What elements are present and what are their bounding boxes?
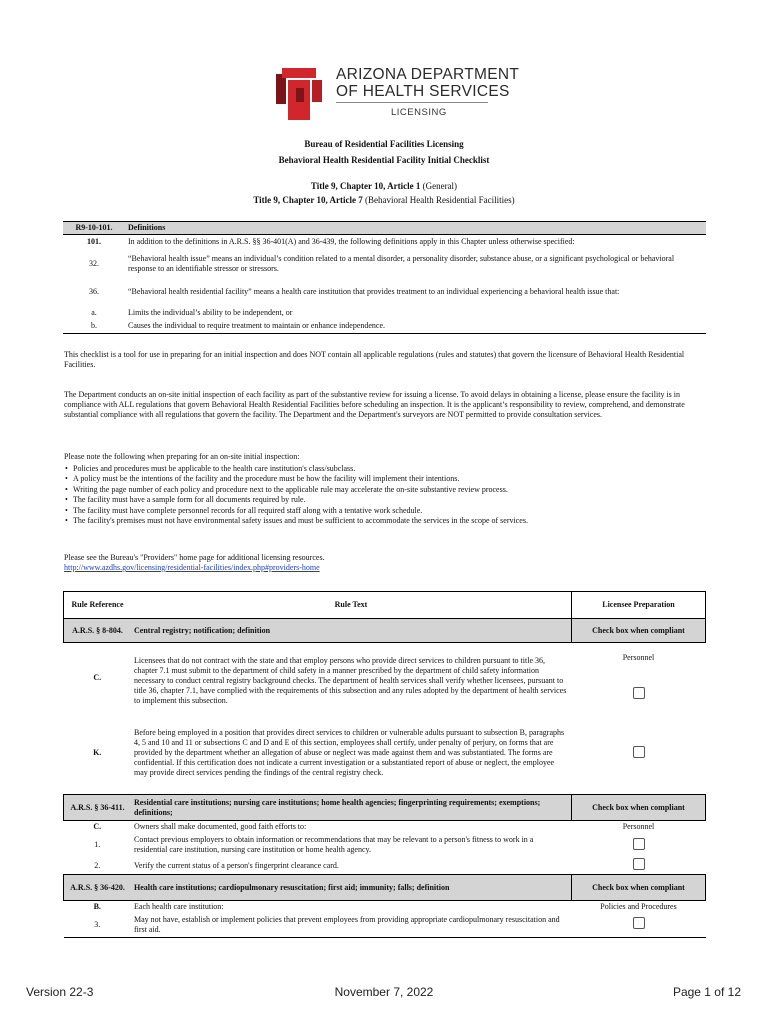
section-header-36-411 <box>64 795 706 821</box>
definition-row <box>63 320 706 334</box>
definition-number: b. <box>63 320 125 334</box>
section-header-8-804 <box>64 619 706 643</box>
logo-subtitle: LICENSING <box>391 107 447 118</box>
intro-paragraph-1: This checklist is a tool for use in preparing for an initial inspection and does NOT contain all applicable regulations (rules and statutes) that govern the licensure of Behavioral Health Residential Facilities. <box>64 350 685 369</box>
compliance-checkbox[interactable] <box>633 687 645 699</box>
title-2-rest: (Behavioral Health Residential Facilities) <box>362 195 515 205</box>
bullet-item: • A policy must be the intentions of the facility and the procedure must be how the facility will implement their intentions. <box>64 474 706 484</box>
rule-row <box>64 821 706 834</box>
definition-text: Causes the individual to require treatment to maintain or enhance independence. <box>125 320 706 334</box>
section-header-36-420 <box>64 875 706 901</box>
definition-row <box>63 235 706 250</box>
definition-text: “Behavioral health issue” means an individual’s condition related to a mental disorder, a personality disorder, substance abuse, or a significant psychological or behavioral response to an identifiable stressor or stressors. <box>128 253 675 273</box>
footer-version: Version 22-3 <box>26 985 94 999</box>
rules-header-row <box>64 592 706 619</box>
definition-row <box>63 306 706 320</box>
section-ref: A.R.S. § 36-420. <box>64 875 132 901</box>
rule-prep: Personnel <box>622 822 655 831</box>
title-2-bold: Title 9, Chapter 10, Article 7 <box>253 195 363 205</box>
footer-page-number: Page 1 of 12 <box>672 985 741 999</box>
bureau-title: Bureau of Residential Facilities Licensing <box>304 139 464 149</box>
rules-table <box>63 591 706 938</box>
rule-row <box>64 913 706 937</box>
preparation-bullets <box>64 464 706 526</box>
rule-text: Owners shall make documented, good faith efforts to: <box>134 822 307 831</box>
section-ref: A.R.S. § 36-411. <box>64 795 132 821</box>
bullet-item: • Policies and procedures must be applicable to the health care institution's class/subclass. <box>64 464 706 474</box>
definitions-header-row <box>63 222 706 235</box>
rule-number: C. <box>93 822 102 831</box>
rule-row <box>64 901 706 914</box>
rule-text: May not have, establish or implement policies that prevent employees from providing appropriate cardiopulmonary resuscitation and first aid. <box>131 913 572 937</box>
rule-row <box>64 713 706 795</box>
definition-number: a. <box>91 307 97 317</box>
rule-number: 1. <box>94 840 101 849</box>
compliance-checkbox[interactable] <box>633 917 645 929</box>
rule-prep-cell <box>572 713 706 795</box>
compliance-checkbox[interactable] <box>633 838 645 850</box>
rule-text: Each health care institution: <box>134 902 224 911</box>
definition-number: 101. <box>87 237 101 247</box>
rule-prep-cell <box>572 857 706 875</box>
logo-divider <box>336 102 488 103</box>
rule-number: K. <box>93 748 102 758</box>
col-licensee-preparation: Licensee Preparation <box>572 592 706 619</box>
title-line-1 <box>0 181 768 191</box>
rule-text: Contact previous employers to obtain information or recommendations that may be relevant to a person's fitness to work in a residential care institution, nursing care institution or home health agency. <box>134 835 534 854</box>
definition-number: 36. <box>89 286 99 296</box>
intro-paragraph-2: The Department conducts an on-site initial inspection of each facility as part of the substantive review for issuing a license. To avoid delays in obtaining a license, please ensure the facility is in compliance with ALL regulations that govern Behavioral Health Residential Facilities before scheduling an inspection. It is the applicant’s responsibility to review, comprehend, and demonstrate substantial compliance with all regulations that govern the facility. The Department and the Department's surveyors are NOT permitted to provide consultation services. <box>64 390 685 419</box>
check-label: Check box when compliant <box>572 875 706 901</box>
check-label: Check box when compliant <box>572 795 706 821</box>
rule-number: 2. <box>94 860 101 870</box>
rule-row <box>64 833 706 857</box>
providers-home-link[interactable]: http://www.azdhs.gov/licensing/residential-facilities/index.php#providers-home <box>64 563 320 572</box>
bullet-item: • Writing the page number of each policy and procedure next to the applicable rule may accelerate the on-site substantive review process. <box>64 485 706 495</box>
providers-link-wrap <box>64 563 706 573</box>
definitions-table <box>63 221 706 334</box>
section-title: Residential care institutions; nursing care institutions; home health agencies; fingerprinting requirements; exemptions; definitions; <box>131 795 572 821</box>
intro-paragraph-4: Please see the Bureau's "Providers" home page for additional licensing resources. <box>64 553 325 562</box>
logo-line-1: ARIZONA DEPARTMENT <box>336 66 520 83</box>
checklist-title: Behavioral Health Residential Facility Initial Checklist <box>278 155 490 165</box>
bullet-item: • The facility's premises must not have environmental safety issues and must be sufficient to accommodate the services in the scope of services. <box>64 516 706 526</box>
prep-label: Personnel <box>622 653 655 663</box>
rule-prep: Policies and Procedures <box>600 902 677 911</box>
section-title: Central registry; notification; definition <box>131 619 572 643</box>
rule-row <box>64 857 706 875</box>
definition-row <box>63 250 706 278</box>
rule-number: C. <box>93 672 102 682</box>
col-rule-text: Rule Text <box>131 592 572 619</box>
definition-text: “Behavioral health residential facility” means a health care institution that provides treatment to an individual experiencing a behavioral health issue that: <box>128 286 620 296</box>
intro-paragraph-3: Please note the following when preparing for an on-site initial inspection: <box>64 452 300 461</box>
compliance-checkbox[interactable] <box>633 858 645 870</box>
definition-text: Limits the individual’s ability to be independent, or <box>128 307 293 317</box>
section-title: Health care institutions; cardiopulmonary resuscitation; first aid; immunity; falls; definition <box>131 875 572 901</box>
title-line-2 <box>0 195 768 205</box>
logo-line-2: OF HEALTH SERVICES <box>336 83 510 100</box>
compliance-checkbox[interactable] <box>633 746 645 758</box>
definition-row <box>63 278 706 306</box>
rule-number: B. <box>93 902 101 911</box>
definitions-heading: Definitions <box>125 222 706 235</box>
bullet-item: • The facility must have a sample form for all documents required by rule. <box>64 495 706 505</box>
rule-number: 3. <box>64 913 132 937</box>
rule-prep-cell <box>572 833 706 857</box>
rule-prep-cell <box>572 913 706 937</box>
footer-date: November 7, 2022 <box>334 985 434 999</box>
rule-row <box>64 643 706 713</box>
rule-text: Licensees that do not contract with the state and that employ persons who provide direct services to children pursuant to title 36, chapter 7.1 must submit to the department of child safety in a manner prescribed by the department of child safety information necessary to conduct central registry background checks. The department of health services shall verify whether licensees, pursuant to title 36, chapter 7.1, have complied with the requirements of this subsection and any rules adopted by the department of health services to implement this subsection. <box>134 656 567 706</box>
title-1-rest: (General) <box>420 181 458 191</box>
definitions-ref: R9-10-101. <box>63 222 125 235</box>
adhs-logo <box>276 66 520 122</box>
rule-text: Verify the current status of a person's fingerprint clearance card. <box>134 860 339 870</box>
section-ref: A.R.S. § 8-804. <box>64 619 132 643</box>
definition-text: In addition to the definitions in A.R.S. §§ 36-401(A) and 36-439, the following definitions apply in this Chapter unless otherwise specified: <box>128 237 575 247</box>
adhs-logo-icon <box>276 68 322 122</box>
rule-text: Before being employed in a position that provides direct services to children or vulnerable adults pursuant to subsection B, paragraphs 4, 5 and 10 and 11 or subsections C and D and E of this section, employees shall certify, under penalty of perjury, on forms that are provided by the department whether an allegation of abuse or neglect was made against them and was substantiated. The forms are confidential. If this certification does not indicate a current investigation or a substantiated report of abuse or neglect, the employee may provide direct services pending the findings of the central registry check. <box>134 728 565 778</box>
title-1-bold: Title 9, Chapter 10, Article 1 <box>310 181 421 191</box>
bullet-item: • The facility must have complete personnel records for all required staff along with a tentative work schedule. <box>64 506 706 516</box>
col-rule-reference: Rule Reference <box>64 592 132 619</box>
rule-prep-cell <box>572 643 706 713</box>
definition-number: 32. <box>89 258 99 268</box>
check-label: Check box when compliant <box>572 619 706 643</box>
